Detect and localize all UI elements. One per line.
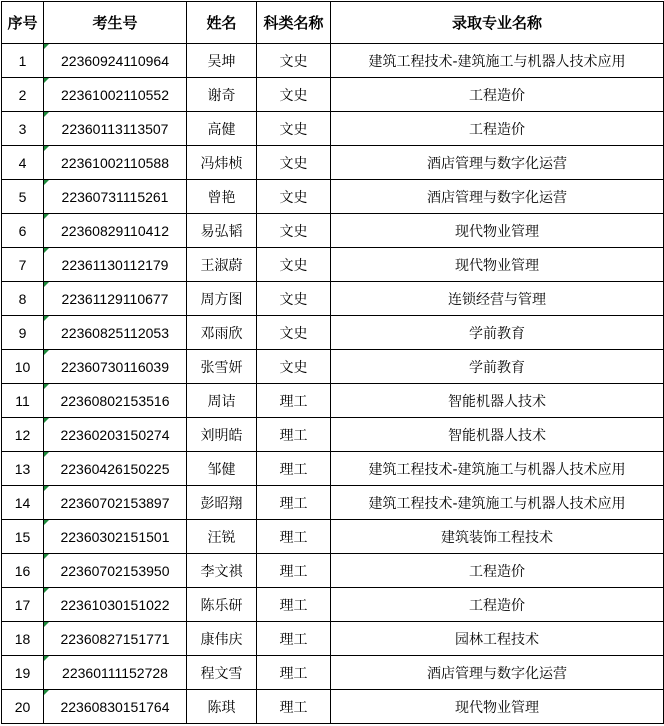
candidate-id-text: 22360731115261 [61,188,169,205]
admitted-major-text: 现代物业管理 [455,699,539,716]
category [257,418,331,452]
admission-table [1,1,664,724]
row-number-text: 4 [18,154,27,171]
student-name [187,486,257,520]
admitted-major-text: 建筑装饰工程技术 [441,529,553,546]
admitted-major-text: 现代物业管理 [455,257,539,274]
table-row [2,44,664,78]
category [257,520,331,554]
table-row [2,588,664,622]
category-text: 文史 [279,53,308,70]
category-text: 文史 [279,189,308,206]
admitted-major [331,112,664,146]
student-name [187,146,257,180]
text-format-marker [44,418,49,423]
text-format-marker [44,384,49,389]
header-candidate-id: 考生号 [44,2,187,44]
table-row [2,248,664,282]
candidate-id-text: 22360426150225 [60,460,170,477]
student-name-text: 李文祺 [200,563,243,580]
admitted-major [331,452,664,486]
student-name [187,554,257,588]
candidate-id [44,78,187,112]
table-row [2,622,664,656]
row-number [2,350,44,384]
category [257,384,331,418]
row-number [2,214,44,248]
student-name [187,316,257,350]
admitted-major-text: 智能机器人技术 [448,427,546,444]
row-number [2,418,44,452]
text-format-marker [44,622,49,627]
student-name-text: 程文雪 [200,665,243,682]
student-name [187,690,257,724]
admitted-major [331,588,664,622]
row-number-text: 20 [14,698,31,715]
row-number [2,554,44,588]
row-number [2,690,44,724]
student-name [187,44,257,78]
student-name-text: 吴坤 [207,53,236,70]
row-number [2,622,44,656]
admitted-major-text: 酒店管理与数字化运营 [427,189,567,206]
category-text: 理工 [279,393,308,410]
admitted-major [331,690,664,724]
student-name-text: 汪锐 [207,529,236,546]
row-number [2,384,44,418]
admitted-major [331,520,664,554]
table-row [2,554,664,588]
text-format-marker [44,554,49,559]
student-name-text: 周诘 [207,393,236,410]
candidate-id [44,656,187,690]
text-format-marker [44,520,49,525]
category [257,180,331,214]
row-number-text: 7 [18,256,27,273]
row-number-text: 14 [14,494,31,511]
category-text: 理工 [279,597,308,614]
admitted-major [331,656,664,690]
admitted-major-text: 建筑工程技术-建筑施工与机器人技术应用 [368,495,626,512]
student-name-text: 邹健 [207,461,236,478]
candidate-id-text: 22361002110588 [61,154,169,171]
row-number-text: 11 [15,392,30,409]
candidate-id-text: 22360302151501 [60,528,170,545]
candidate-id [44,214,187,248]
table-row [2,350,664,384]
header-no: 序号 [2,2,44,44]
admitted-major-text: 工程造价 [469,121,525,138]
row-number-text: 18 [14,630,31,647]
category-text: 文史 [279,121,308,138]
category [257,112,331,146]
admitted-major [331,44,664,78]
candidate-id-text: 22360111152728 [62,664,168,681]
row-number-text: 1 [18,52,27,69]
student-name [187,418,257,452]
candidate-id-text: 22360924110964 [61,52,169,69]
category-text: 文史 [279,325,308,342]
student-name-text: 曾艳 [207,189,236,206]
admitted-major [331,384,664,418]
admitted-major-text: 酒店管理与数字化运营 [427,155,567,172]
text-format-marker [44,78,49,83]
candidate-id [44,588,187,622]
student-name-text: 陈乐研 [200,597,243,614]
admitted-major [331,180,664,214]
candidate-id-text: 22360802153516 [60,392,170,409]
student-name-text: 谢奇 [207,87,236,104]
admitted-major-text: 建筑工程技术-建筑施工与机器人技术应用 [368,461,626,478]
table-row [2,316,664,350]
row-number [2,248,44,282]
category [257,282,331,316]
student-name-text: 易弘韬 [200,223,243,240]
student-name-text: 康伟庆 [200,631,243,648]
category-text: 文史 [279,257,308,274]
category [257,554,331,588]
category [257,214,331,248]
category [257,44,331,78]
category-text: 理工 [279,427,308,444]
row-number-text: 10 [14,358,31,375]
candidate-id [44,690,187,724]
row-number [2,316,44,350]
row-number [2,588,44,622]
candidate-id [44,180,187,214]
admitted-major [331,282,664,316]
student-name-text: 邓雨欣 [200,325,243,342]
table-row [2,214,664,248]
category-text: 理工 [279,495,308,512]
candidate-id-text: 22361002110552 [61,86,169,103]
table-row [2,78,664,112]
table-row [2,520,664,554]
student-name [187,282,257,316]
row-number [2,520,44,554]
category [257,78,331,112]
row-number-text: 17 [14,596,31,613]
student-name-text: 陈琪 [207,699,236,716]
table-row [2,452,664,486]
candidate-id [44,452,187,486]
text-format-marker [44,350,49,355]
table-row [2,180,664,214]
row-number [2,452,44,486]
admitted-major-text: 智能机器人技术 [448,393,546,410]
student-name [187,452,257,486]
student-name [187,180,257,214]
candidate-id-text: 22360825112053 [61,324,169,341]
row-number-text: 15 [14,528,31,545]
admitted-major-text: 园林工程技术 [455,631,539,648]
admitted-major [331,554,664,588]
admitted-major [331,248,664,282]
text-format-marker [44,214,49,219]
row-number [2,486,44,520]
candidate-id [44,248,187,282]
candidate-id [44,316,187,350]
candidate-id [44,418,187,452]
admitted-major-text: 建筑工程技术-建筑施工与机器人技术应用 [368,53,626,70]
candidate-id-text: 22360830151764 [60,698,170,715]
text-format-marker [44,486,49,491]
candidate-id-text: 22361030151022 [60,596,170,613]
row-number [2,282,44,316]
admitted-major-text: 连锁经营与管理 [448,291,546,308]
row-number [2,112,44,146]
table-row [2,282,664,316]
row-number [2,146,44,180]
row-number-text: 19 [14,664,31,681]
candidate-id [44,350,187,384]
header-major: 录取专业名称 [331,2,664,44]
student-name [187,656,257,690]
row-number-text: 12 [14,426,31,443]
candidate-id [44,112,187,146]
category-text: 文史 [279,359,308,376]
admitted-major [331,486,664,520]
text-format-marker [44,44,49,49]
admitted-major-text: 工程造价 [469,87,525,104]
candidate-id-text: 22360702153950 [60,562,170,579]
category-text: 文史 [279,291,308,308]
student-name [187,214,257,248]
admitted-major-text: 工程造价 [469,563,525,580]
row-number-text: 13 [14,460,31,477]
category [257,486,331,520]
category-text: 理工 [279,665,308,682]
admitted-major [331,214,664,248]
candidate-id [44,384,187,418]
category [257,350,331,384]
student-name [187,384,257,418]
category [257,690,331,724]
category-text: 理工 [279,529,308,546]
text-format-marker [44,690,49,695]
table-row [2,656,664,690]
candidate-id-text: 22360827151771 [60,630,170,647]
category [257,248,331,282]
admitted-major-text: 酒店管理与数字化运营 [427,665,567,682]
table-row [2,146,664,180]
text-format-marker [44,146,49,151]
table-row [2,112,664,146]
candidate-id-text: 22360702153897 [60,494,170,511]
student-name-text: 高健 [207,121,236,138]
student-name [187,248,257,282]
student-name [187,588,257,622]
admitted-major [331,316,664,350]
candidate-id [44,554,187,588]
category [257,146,331,180]
row-number-text: 9 [18,324,27,341]
table-row [2,384,664,418]
admitted-major [331,622,664,656]
admitted-major [331,78,664,112]
table-row [2,486,664,520]
row-number [2,78,44,112]
row-number-text: 8 [18,290,27,307]
category [257,316,331,350]
student-name [187,622,257,656]
row-number-text: 6 [18,222,27,239]
admitted-major-text: 学前教育 [469,325,525,342]
category-text: 理工 [279,699,308,716]
row-number-text: 2 [18,86,27,103]
student-name-text: 刘明皓 [200,427,243,444]
text-format-marker [44,588,49,593]
category [257,656,331,690]
category-text: 理工 [279,563,308,580]
admitted-major [331,418,664,452]
header-row [2,2,664,44]
text-format-marker [44,112,49,117]
row-number-text: 16 [14,562,31,579]
text-format-marker [44,316,49,321]
text-format-marker [44,656,49,661]
row-number [2,180,44,214]
candidate-id [44,520,187,554]
category [257,588,331,622]
text-format-marker [44,248,49,253]
candidate-id [44,486,187,520]
category-text: 文史 [279,87,308,104]
table-row [2,690,664,724]
row-number [2,44,44,78]
student-name [187,350,257,384]
header-name: 姓名 [187,2,257,44]
table-row [2,418,664,452]
admitted-major-text: 学前教育 [469,359,525,376]
row-number-text: 5 [18,188,27,205]
candidate-id [44,622,187,656]
text-format-marker [44,282,49,287]
admitted-major-text: 工程造价 [469,597,525,614]
category-text: 文史 [279,223,308,240]
student-name-text: 王淑蔚 [200,257,243,274]
category-text: 文史 [279,155,308,172]
student-name-text: 张雪妍 [200,359,243,376]
candidate-id [44,146,187,180]
candidate-id-text: 22361129110677 [61,290,169,307]
candidate-id [44,282,187,316]
student-name [187,112,257,146]
admitted-major [331,350,664,384]
admitted-major-text: 现代物业管理 [455,223,539,240]
header-category: 科类名称 [257,2,331,44]
candidate-id-text: 22360203150274 [60,426,170,443]
candidate-id-text: 22360829110412 [61,222,169,239]
student-name-text: 彭昭翔 [200,495,243,512]
candidate-id-text: 22360730116039 [61,358,169,375]
category [257,452,331,486]
row-number-text: 3 [18,120,27,137]
student-name [187,520,257,554]
admitted-major [331,146,664,180]
category-text: 理工 [279,631,308,648]
row-number [2,656,44,690]
candidate-id-text: 22360113113507 [61,120,169,137]
student-name-text: 冯炜桢 [200,155,243,172]
text-format-marker [44,452,49,457]
candidate-id [44,44,187,78]
student-name [187,78,257,112]
category-text: 理工 [279,461,308,478]
student-name-text: 周方图 [200,291,243,308]
candidate-id-text: 22361130112179 [61,256,169,273]
category [257,622,331,656]
text-format-marker [44,180,49,185]
